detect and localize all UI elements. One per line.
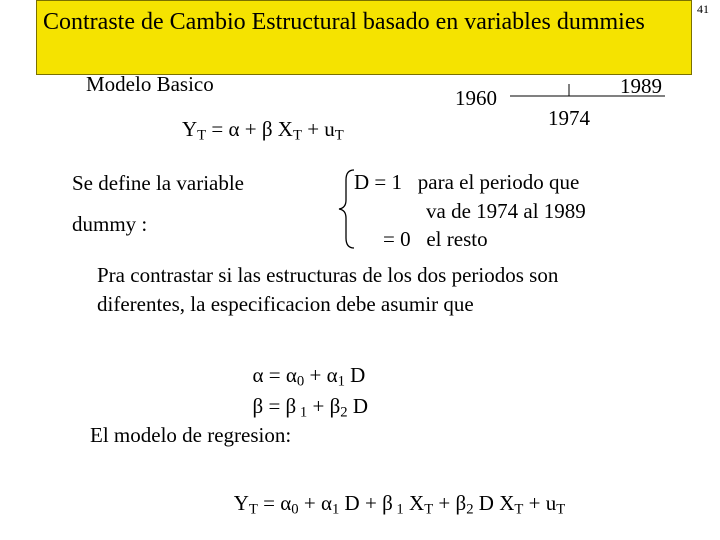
slide-number: 41 [697,2,709,16]
alpha-equation: $\alpha = \alpha_0 + \alpha_1$ D [252,363,366,390]
timeline-line [505,82,670,102]
dummy-label: dummy : [72,212,148,236]
dummy-definition-line1: D = 1 para el periodo que [354,170,580,194]
timeline-break-label: 1974 [548,106,590,130]
paragraph-line2: diferentes, la especificacion debe asumir que [97,292,474,316]
beta-equation: β = β $_1 + \beta_2$ D [252,394,369,421]
basic-model-equation: $Y_T = \alpha + \beta$ $X_T + u_T$ [182,117,344,144]
define-variable-text: Se define la variable [72,171,244,195]
dummy-definition-line3: = 0 el resto [383,227,488,251]
title-banner [36,0,692,75]
timeline-end-label: 1989 [620,74,662,98]
model-heading: Modelo Basico [86,72,214,96]
timeline-start-label: 1960 [455,86,497,110]
dummy-definition-line2: va de 1974 al 1989 [426,199,586,223]
regression-label: El modelo de regresion: [90,423,292,447]
regression-equation: $Y_T = \alpha_0 + \alpha_1$ D + β $_1$ $X_T + \beta_2$ D $X_T + u_T$ [233,491,566,518]
paragraph-line1: Pra contrastar si las estructuras de los dos periodos son [97,263,559,287]
slide-title: Contraste de Cambio Estructural basado en variables dummies [43,9,645,35]
